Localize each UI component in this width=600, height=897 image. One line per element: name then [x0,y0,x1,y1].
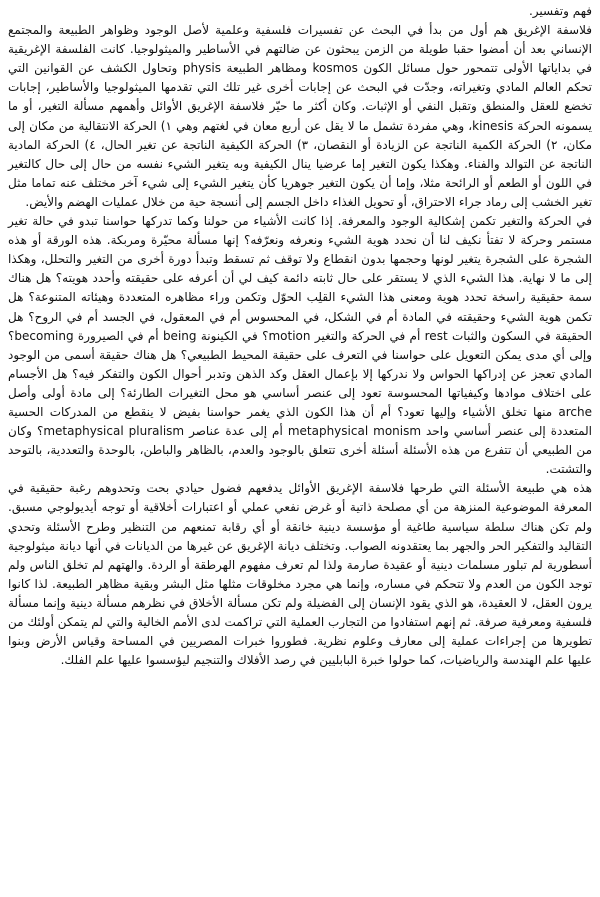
paragraph-nature-of-questions: هذه هي طبيعة الأسئلة التي طرحها فلاسفة الإغريق الأوائل يدفعهم فضول حيادي بحت وتحدوهم رغبة حقيقية في المعرفة الموضوعية المنزهة من أي مصلحة ذاتية أو غرض نفعي عملي أو اعتبارات أخلاقية أو توجه أيديولوجي مسبق. ولم تكن هناك سلطة سياسية طاغية أو مؤسسة دينية خانقة أو أي رقابة تمنعهم من التنظير وطرح الأسئلة وتحدي التقاليد والتفكير الحر والجهر بما يعتقدونه الصواب. وتختلف ديانة الإغريق عن غيرها من الديانات في أنها ديانة ميثولوجية أسطورية لم تبلور مسلمات دينية أو عقيدة صارمة ولذا لم تعرف مفهوم الهرطقة أو الردة. والهتهم لم تخلق الناس ولم توجد الكون من العدم ولا تتحكم في مساره، وإنما هي مجرد مخلوقات مثلها مثل البشر وبقية مظاهر الطبيعة. لذا كانوا يرون العقل، لا العقيدة، هو الذي يقود الإنسان إلى الفضيلة ولم تكن مسألة الأخلاق في نظرهم مسألة دينية وإنما مسألة فلسفية ومعرفية صرفة. ثم إنهم استفادوا من التجارب العملية التي تراكمت لدى الأمم الخالية والتي لم يتمكن أولئك من تطويرها من إجراءات عملية إلى معارف وعلوم نظرية. فطوروا خبرات المصريين في المساحة وقياس الأرض وبنوا عليها علم الهندسة والرياضيات، كما حولوا خبرة البابليين في رصد الأفلاك والتنجيم ليؤسسوا عليها علم الفلك. [8,481,592,668]
paragraph-opening-line: فهم وتفسير. [528,4,592,18]
paragraph-motion-and-change: في الحركة والتغير تكمن إشكالية الوجود والمعرفة. إذا كانت الأشياء من حولنا وكما تدركها حواسنا تبدو في حالة تغير مستمر وحركة لا تفتأ نكيف لنا أن نحدد هوية الشيء ونعرفه ونعرّفه؟ إنها مسألة محيّرة ومربكة. هذه الورقة أو هذه الشجرة على الشجرة يتغير لونها وحجمها بدون انقطاع ولا توقف ثم تسقط وتبدأ دورة أخرى من التغير والتحلل، وهكذا إلى ما لا نهاية. هذا الشيء الذي لا يستقر على حال ثابته دائمة كيف لي أن أعرفه على حقيقته وأحدد هويته؟ هل هناك سمة حقيقية راسخة تحدد هوية ومعنى هذا الشيء القلِب الحوّل وتكمن وراء مظاهره المتعددة وهيئاته المتنوعة؟ هل تكمن هوية الشيء وحقيقته في المادة أم في الشكل، في المحسوس أم في المعقول، في الجسد أم في الروح؟ هل الحقيقة في السكون والثبات rest أم في الحركة والتغير motion؟ في الكينونة being أم في الصيرورة becoming؟ وإلى أي مدى يمكن التعويل على حواسنا في التعرف على حقيقة المحيط الطبيعي؟ هل هناك حقيقة أسمى من الوجود المادي تعجز عن إدراكها الحواس ولا ندركها إلا بإعمال العقل وكد الذهن وتدبر أحوال الكون والتفكر فيه؟ هل الأجسام على اختلاف موادها وكيفياتها المحسوسة تعود إلى عنصر أساسي هو محل التغيرات الطارئة؟ إلى مادة أولى وأصل arche منها تخلق الأشياء وإليها تعود؟ أم أن هذا الكون الذي يغمر حواسنا بفيض لا ينقطع من المدركات الحسية المتعددة إلى عنصر أساسي واحد metaphysical monism أم إلى عدة عناصر metaphysical pluralism؟ وكان من الطبيعي أن تتفرع من هذه الأسئلة أسئلة أخرى تتعلق بالوجود والعدم، بالظاهر والباطن، بالوحدة والتعددية، بالتوحد والتشتت. [8,214,593,477]
paragraph-greek-philosophers: فلاسفة الإغريق هم أول من بدأ في البحث عن تفسيرات فلسفية وعلمية لأصل الوجود وظواهر الطبيعة والمجتمع الإنساني بعد أن أمضوا حقبا طويلة من الزمن يبحثون عن ضالتهم في الأساطير والميثولوجيا. كانت الفلسفة الإغريقية في بداياتها الأولى تتمحور حول مسائل الكون kosmos ومظاهر الطبيعة physis وتحاول الكشف عن القوانين التي تحكم العالم المادي وتغيراته، وجدّت في البحث عن إجابات أخرى غير تلك التي تقدمها الميثولوجيا والأساطير، إجابات تخضع للعقل والمنطق وتقبل النفي أو الإثبات. وكان أكثر ما حيّر فلاسفة الإغريق الأوائل وأهمهم مسألة التغير، أو ما يسمونه الحركة kinesis، وهي مفردة تشمل ما لا يقل عن أربع معان في لغتهم وهي ١) الحركة الانتقالية من مكان إلى مكان، ٢) الحركة الكمية الناتجة عن الزيادة أو النقصان، ٣) الحركة الكيفية الناتجة عن تغير الحال، ٤) الحركة المادية الناتجة عن التوالد والفناء. وهكذا يكون التغير إما عرضيا ينال الكيفية وبه يتغير الشيء نفسه من حال إلى حال كالتغير في اللون أو الطعم أو الرائحة مثلا، وإما أن يكون التغير جوهريا كأن يتغير الشيء إلى شيء آخر مختلف عنه تماما مثل تغير الخشب إلى رماد جراء الاحتراق، أو تحويل الغذاء داخل الجسم إلى أنسجة حية من خلال عمليات الهضم والأيض. [8,23,593,209]
